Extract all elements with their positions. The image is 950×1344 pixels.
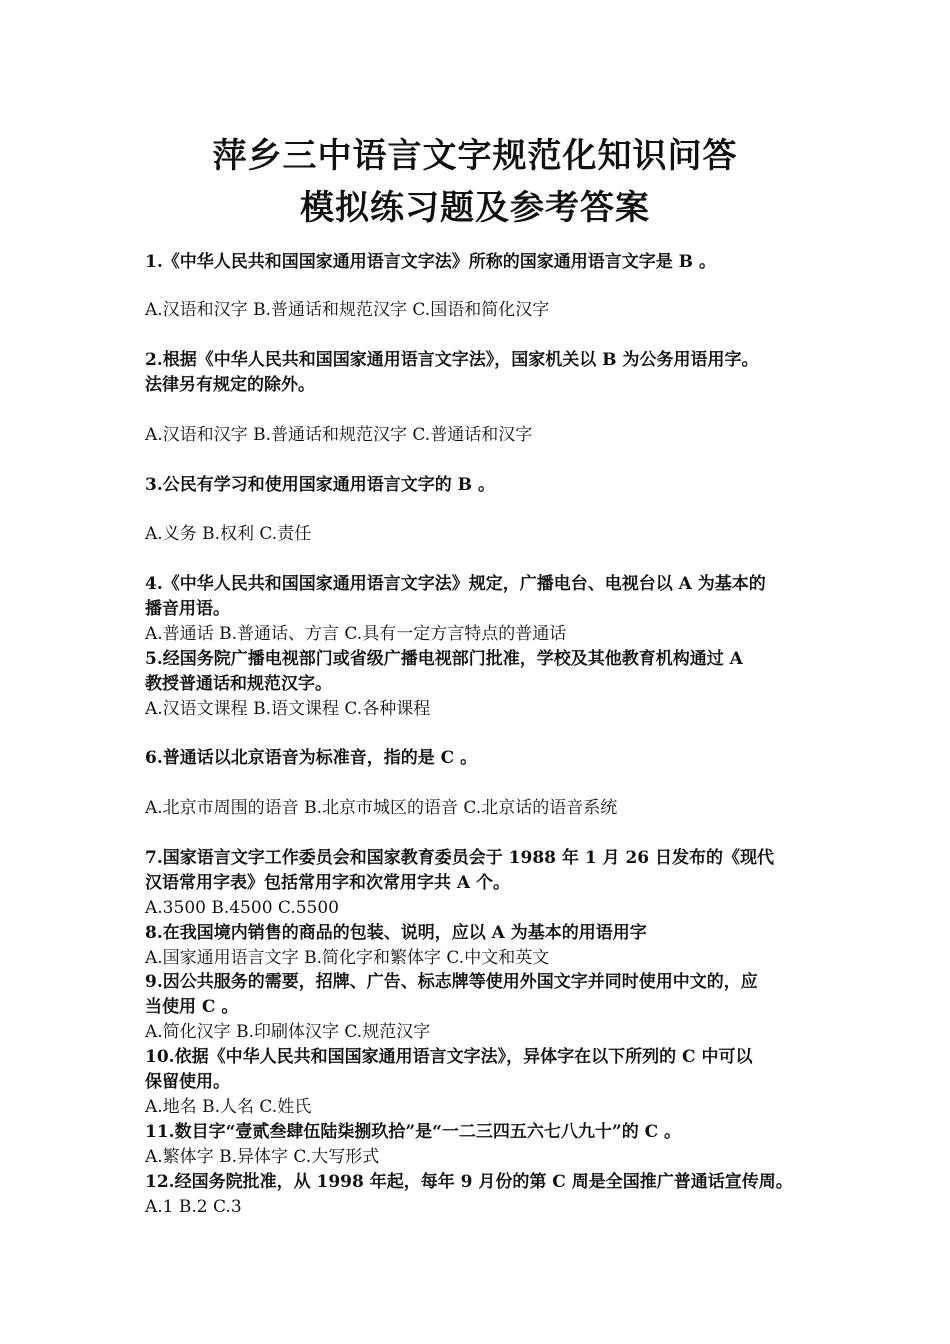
options-12: A.1 B.2 C.3 (145, 1197, 242, 1217)
document-title-line1: 萍乡三中语言文字规范化知识问答 (212, 136, 738, 176)
options-1: A.汉语和汉字 B.普通话和规范汉字 C.国语和简化汉字 (145, 300, 550, 320)
question-5-cont: 教授普通话和规范汉字。 (145, 674, 332, 694)
document-title-line2: 模拟练习题及参考答案 (300, 188, 650, 228)
question-10: 10.依据《中华人民共和国国家通用语言文字法》，异体字在以下所列的 C 中可以 (145, 1047, 753, 1067)
question-9: 9.因公共服务的需要，招牌、广告、标志牌等使用外国文字并同时使用中文的，应 (145, 972, 758, 992)
question-7-cont: 汉语常用字表》包括常用字和次常用字共 A 个。 (145, 873, 511, 893)
question-11: 11.数目字“壹贰叁肆伍陆柒捌玖拾”是“一二三四五六七八九十”的 C 。 (145, 1122, 682, 1142)
question-7: 7.国家语言文字工作委员会和国家教育委员会于 1988 年 1 月 26 日发布的《现代 (145, 848, 775, 868)
options-2: A.汉语和汉字 B.普通话和规范汉字 C.普通话和汉字 (145, 425, 533, 445)
question-10-cont: 保留使用。 (145, 1072, 230, 1092)
question-5: 5.经国务院广播电视部门或省级广播电视部门批准，学校及其他教育机构通过 A (145, 649, 743, 669)
question-1: 1.《中华人民共和国国家通用语言文字法》所称的国家通用语言文字是 B 。 (145, 252, 716, 272)
question-12: 12.经国务院批准，从 1998 年起，每年 9 月份的第 C 周是全国推广普通话宣传周。 (145, 1172, 793, 1192)
options-8: A.国家通用语言文字 B.简化字和繁体字 C.中文和英文 (145, 948, 550, 968)
question-9-cont: 当使用 C 。 (145, 997, 239, 1017)
question-2-cont: 法律另有规定的除外。 (145, 375, 315, 395)
question-4-cont: 播音用语。 (145, 599, 230, 619)
options-7: A.3500 B.4500 C.5500 (145, 898, 339, 918)
options-11: A.繁体字 B.异体字 C.大写形式 (145, 1147, 380, 1167)
options-10: A.地名 B.人名 C.姓氏 (145, 1097, 312, 1117)
options-9: A.简化汉字 B.印刷体汉字 C.规范汉字 (145, 1022, 431, 1042)
options-3: A.义务 B.权利 C.责任 (145, 524, 312, 544)
question-4: 4.《中华人民共和国国家通用语言文字法》规定，广播电台、电视台以 A 为基本的 (145, 574, 766, 594)
options-6: A.北京市周围的语音 B.北京市城区的语音 C.北京话的语音系统 (145, 798, 618, 818)
question-2: 2.根据《中华人民共和国国家通用语言文字法》，国家机关以 B 为公务用语用字。 (145, 350, 759, 370)
options-5: A.汉语文课程 B.语文课程 C.各种课程 (145, 699, 431, 719)
question-8: 8.在我国境内销售的商品的包装、说明，应以 A 为基本的用语用字 (145, 923, 647, 943)
question-3: 3.公民有学习和使用国家通用语言文字的 B 。 (145, 475, 495, 495)
options-4: A.普通话 B.普通话、方言 C.具有一定方言特点的普通话 (145, 624, 567, 644)
question-6: 6.普通话以北京语音为标准音，指的是 C 。 (145, 748, 478, 768)
